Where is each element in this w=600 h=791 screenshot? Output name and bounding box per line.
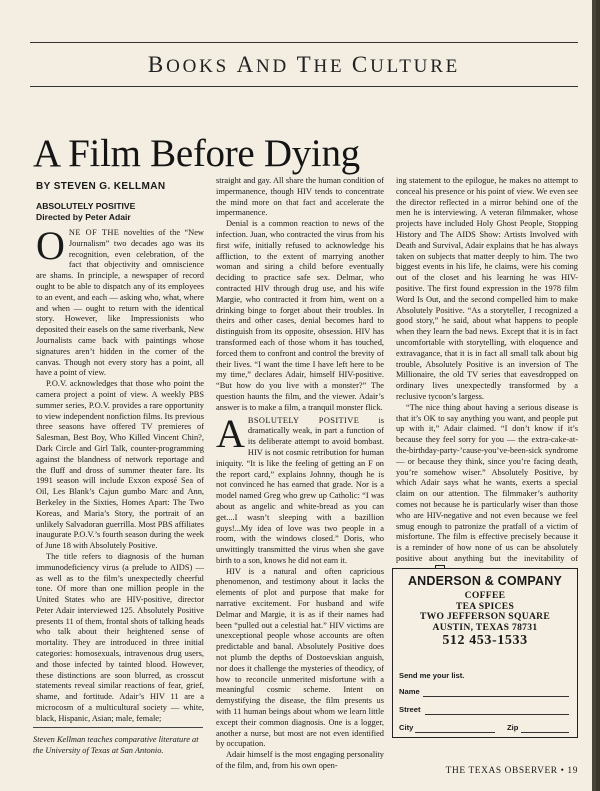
footer-separator: • (560, 766, 565, 776)
page-number: 19 (567, 766, 578, 776)
paragraph: HIV is a natural and often capricious phenomenon, and testimony about it lacks the elements of plot and purpose that make for narrative excitement. For husband and wife Delmar and Margie, it is as if their names had been “pulled out a celestial hat.” HIV victims are unexceptional people whose accounts are often predictable and banal. Absolutely Positive does not plumb the depths of Dostoevskian anguish, nor does it challenge the mysteries of theodicy, of how to reconcile unmerited misfortune with a meaningful cosmic scheme. Intent on demystifying the disease, the film presents us with 11 human beings about whom we learn little except their common diagnosis. One is a logger, another a nurse, but most are not even identified by occupation. (216, 566, 384, 749)
header-rule (30, 86, 578, 87)
ad-prompt: Send me your list. (399, 671, 465, 680)
paragraph-text: is dramatically weak, in part a function of its deliberate attempt to avoid bombast. HIV is not cosmic retribution for human iniquity. “It is like the feeling of getting an F on the report card,” explains Johnny, though he is not convinced he has earned that grade. Nor is a model named Greg who grew up Catholic: “I was about as angelic and white-bread as you can get....I wasn’t sleeping with a bazillion guys!...My idea of love was two people in a room, with the windows closed.” Doris, who unwittingly transmitted the virus when she gave birth to a son, knows he did not earn it. (216, 415, 385, 565)
ad-name-field[interactable] (423, 696, 569, 697)
section-header-text: ND (255, 56, 297, 77)
ad-line: TEA SPICES (455, 600, 515, 612)
author-bio: Steven Kellman teaches comparative literature at the University of Texas at San Antonio. (33, 735, 199, 755)
ad-city-field[interactable] (415, 732, 495, 733)
drop-cap: A (216, 410, 245, 456)
advertisement (392, 568, 578, 738)
paragraph-text: “The nice thing about having a serious disease is that it’s OK to say anything you want, and people put up with it,” Adair claimed. “I don’t know if it’s because they feel sorry for you — the extra-cake-at-the-birthday-party-’cause-you’ve-been-sick syndrome — or because they think, since you’re facing death, you’re somehow wiser.” Absolutely Positive, by which Adair says what he wants, exerts a special claim on our attention. The filmmaker’s authority comes not because he is particularly wiser than those who are HIV-negative and not even because we feel smug enough to patronize the pratfall of a victim of misfortune. The film is effective precisely because it is a reminder of how none of us can be absolutely positive about anything but the inevitability of (396, 402, 578, 563)
lead-in: BSOLUTELY POSITIVE (247, 415, 360, 425)
section-header-text: OOKS (166, 56, 237, 77)
paragraph-text: novelties of the “New Journalism” two decades ago was its recognition, even celebration, of the fact that objectivity and omniscience are shams. In principle, a newspaper of record ought to be able to dispatch any of its employees to an event, and each — asking who, what, where and when — ought to return with the identical story. However, like Impressionists who deposited their easels on the same riverbank, New Journalists came back with paintings whose signatures aren’t hidden in the corner of the canvas. Though not every story has a point, all have a point of view. (36, 228, 204, 378)
ad-zip-label: Zip (507, 723, 519, 732)
bio-rule (33, 727, 203, 728)
ad-city-label: City (399, 723, 414, 732)
top-rule (30, 42, 578, 43)
ad-line: COFFEE (464, 590, 506, 601)
byline: BY STEVEN G. KELLMAN (36, 181, 166, 192)
column-1 (36, 201, 204, 721)
column-2 (216, 176, 384, 782)
film-name: ABSOLUTELY POSITIVE (36, 201, 136, 211)
film-director: Directed by Peter Adair (36, 211, 131, 222)
article-title: A Film Before Dying (33, 132, 360, 175)
section-header (30, 52, 578, 78)
page-footer (400, 766, 578, 776)
ad-street-field[interactable] (425, 714, 569, 715)
ad-company-name: ANDERSON & COMPANY (407, 574, 563, 588)
section-header-initial: B (147, 52, 167, 77)
ad-phone: 512 453-1533 (442, 633, 528, 648)
paragraph: The title refers to diagnosis of the human immunodeficiency virus (a prelude to AIDS) — as well as to the film’s unexpectedly cheerful tone. Of more than one million people in the United States who are HIV-positive, director Peter Adair interviewed 125. Absolutely Positive presents 11 of them, frontal shots of talking heads who talk about their heightened sense of mortality. They are introduced in three initial categories: homosexuals, intravenous drug users, and those infected by tainted blood. However, these distinctions are soon blurred, as crosscut statements reveal similar reactions of fear, grief, shame, and fortitude. Adair’s HIV 11 are a microcosm of a multicultural society — white, black, Hispanic, Asian; male, female; (36, 551, 204, 723)
drop-cap: O (36, 223, 65, 268)
section-header-text: HE (313, 56, 352, 77)
section-header-text: ULTURE (370, 56, 461, 77)
column-3 (396, 176, 578, 563)
ad-street-label: Street (399, 705, 421, 714)
paragraph: ing statement to the epilogue, he makes no attempt to conceal his presence or his point of view. We even see the director reflected in a mirror behind one of the men he is interviewing. A veteran filmmaker, whose projects have included Holy Ghost People, Stopping History and The AIDS Show: Artists Involved with Death and Survival, Adair explains that he has always taken on subjects that matter deeply to him. The two biggest events in his life, he claims, were his coming out of the closet and his learning he was HIV-positive. The first found expression in the 1978 film Word Is Out, and the second compelled him to make Absolutely Positive. “As a storyteller, I recognized a good story,” he said, about what happens to people when they learn the bad news. Except that it is in fact uncomfortable with storytelling, with eloquence and extravagance, that it is in fact all small talk about big trouble, Absolutely Positive is an inversion of The Millionaire, the old TV series that eavesdropped on ordinary lives unexpectedly transformed by a reclusive tycoon’s largess. (396, 176, 578, 401)
paragraph: straight and gay. All share the human condition of impermanence, though HIV tends to concentrate the mind more on that fact and accelerate the impermanence. (216, 176, 384, 218)
paragraph (216, 410, 385, 567)
page-edge (592, 0, 596, 791)
ad-line: TWO JEFFERSON SQUARE (419, 611, 551, 622)
section-header-initial: A (236, 52, 256, 77)
ad-line: AUSTIN, TEXAS 78731 (432, 621, 538, 633)
ad-zip-field[interactable] (521, 732, 569, 733)
section-header-initial: C (351, 52, 371, 77)
publication-name: THE TEXAS OBSERVER (445, 766, 558, 776)
paragraph (396, 403, 578, 578)
lead-in: NE OF THE (68, 228, 120, 237)
section-header-initial: T (296, 52, 314, 77)
paragraph: Denial is a common reaction to news of the infection. Juan, who contracted the virus from his first wife, initially refused to acknowledge his affliction, to the extent of marrying another woman and siring a child before eventually deciding to practice safe sex. Delmar, who contracted HIV through drug use, and his wife Margie, who contracted it from him, went on a drinking binge to forget about their troubles. In theirs and other cases, denial becomes hard to distinguish from its opposite, obsession. HIV has transformed each of those whom it has touched, forced them to confront and control the brevity of their lives. “I want the time I have left here to be my time,” declares Adair, himself HIV-positive. “But how do you live with a monster?” The question haunts the film, and the viewer. Adair’s answer is to make a film, a tranquil monster flick. (216, 219, 384, 412)
paragraph: Adair himself is the most engaging personality of the film, and, from his own open- (216, 750, 384, 771)
ad-name-label: Name (399, 687, 420, 696)
film-info (36, 201, 204, 222)
paragraph: P.O.V. acknowledges that those who point the camera project a point of view. A weekly PBS summer series, P.O.V. provides a rare opportunity to view independent nonfiction films. Its previous three seasons have offered TV premieres of Salesman, Best Boy, Who Killed Vincent Chin?, Dark Circle and Girl Talk, counter-programming against the blandness of network reportage and the fluff and dross of summer theater fare. Its 1991 season will include Exxon exposé Sea of Oil, Les Blank’s Cajun gumbo Marc and Ann, Berkeley in the Sixties, Homes Apart: The Two Koreas, and Maria’s Story, the portrait of an unlikely Salvadoran guerrilla. Most PBS affiliates inaugurate P.O.V.’s fourth season during the week of June 18 with Absolutely Positive. (36, 379, 204, 551)
paragraph (36, 223, 204, 379)
